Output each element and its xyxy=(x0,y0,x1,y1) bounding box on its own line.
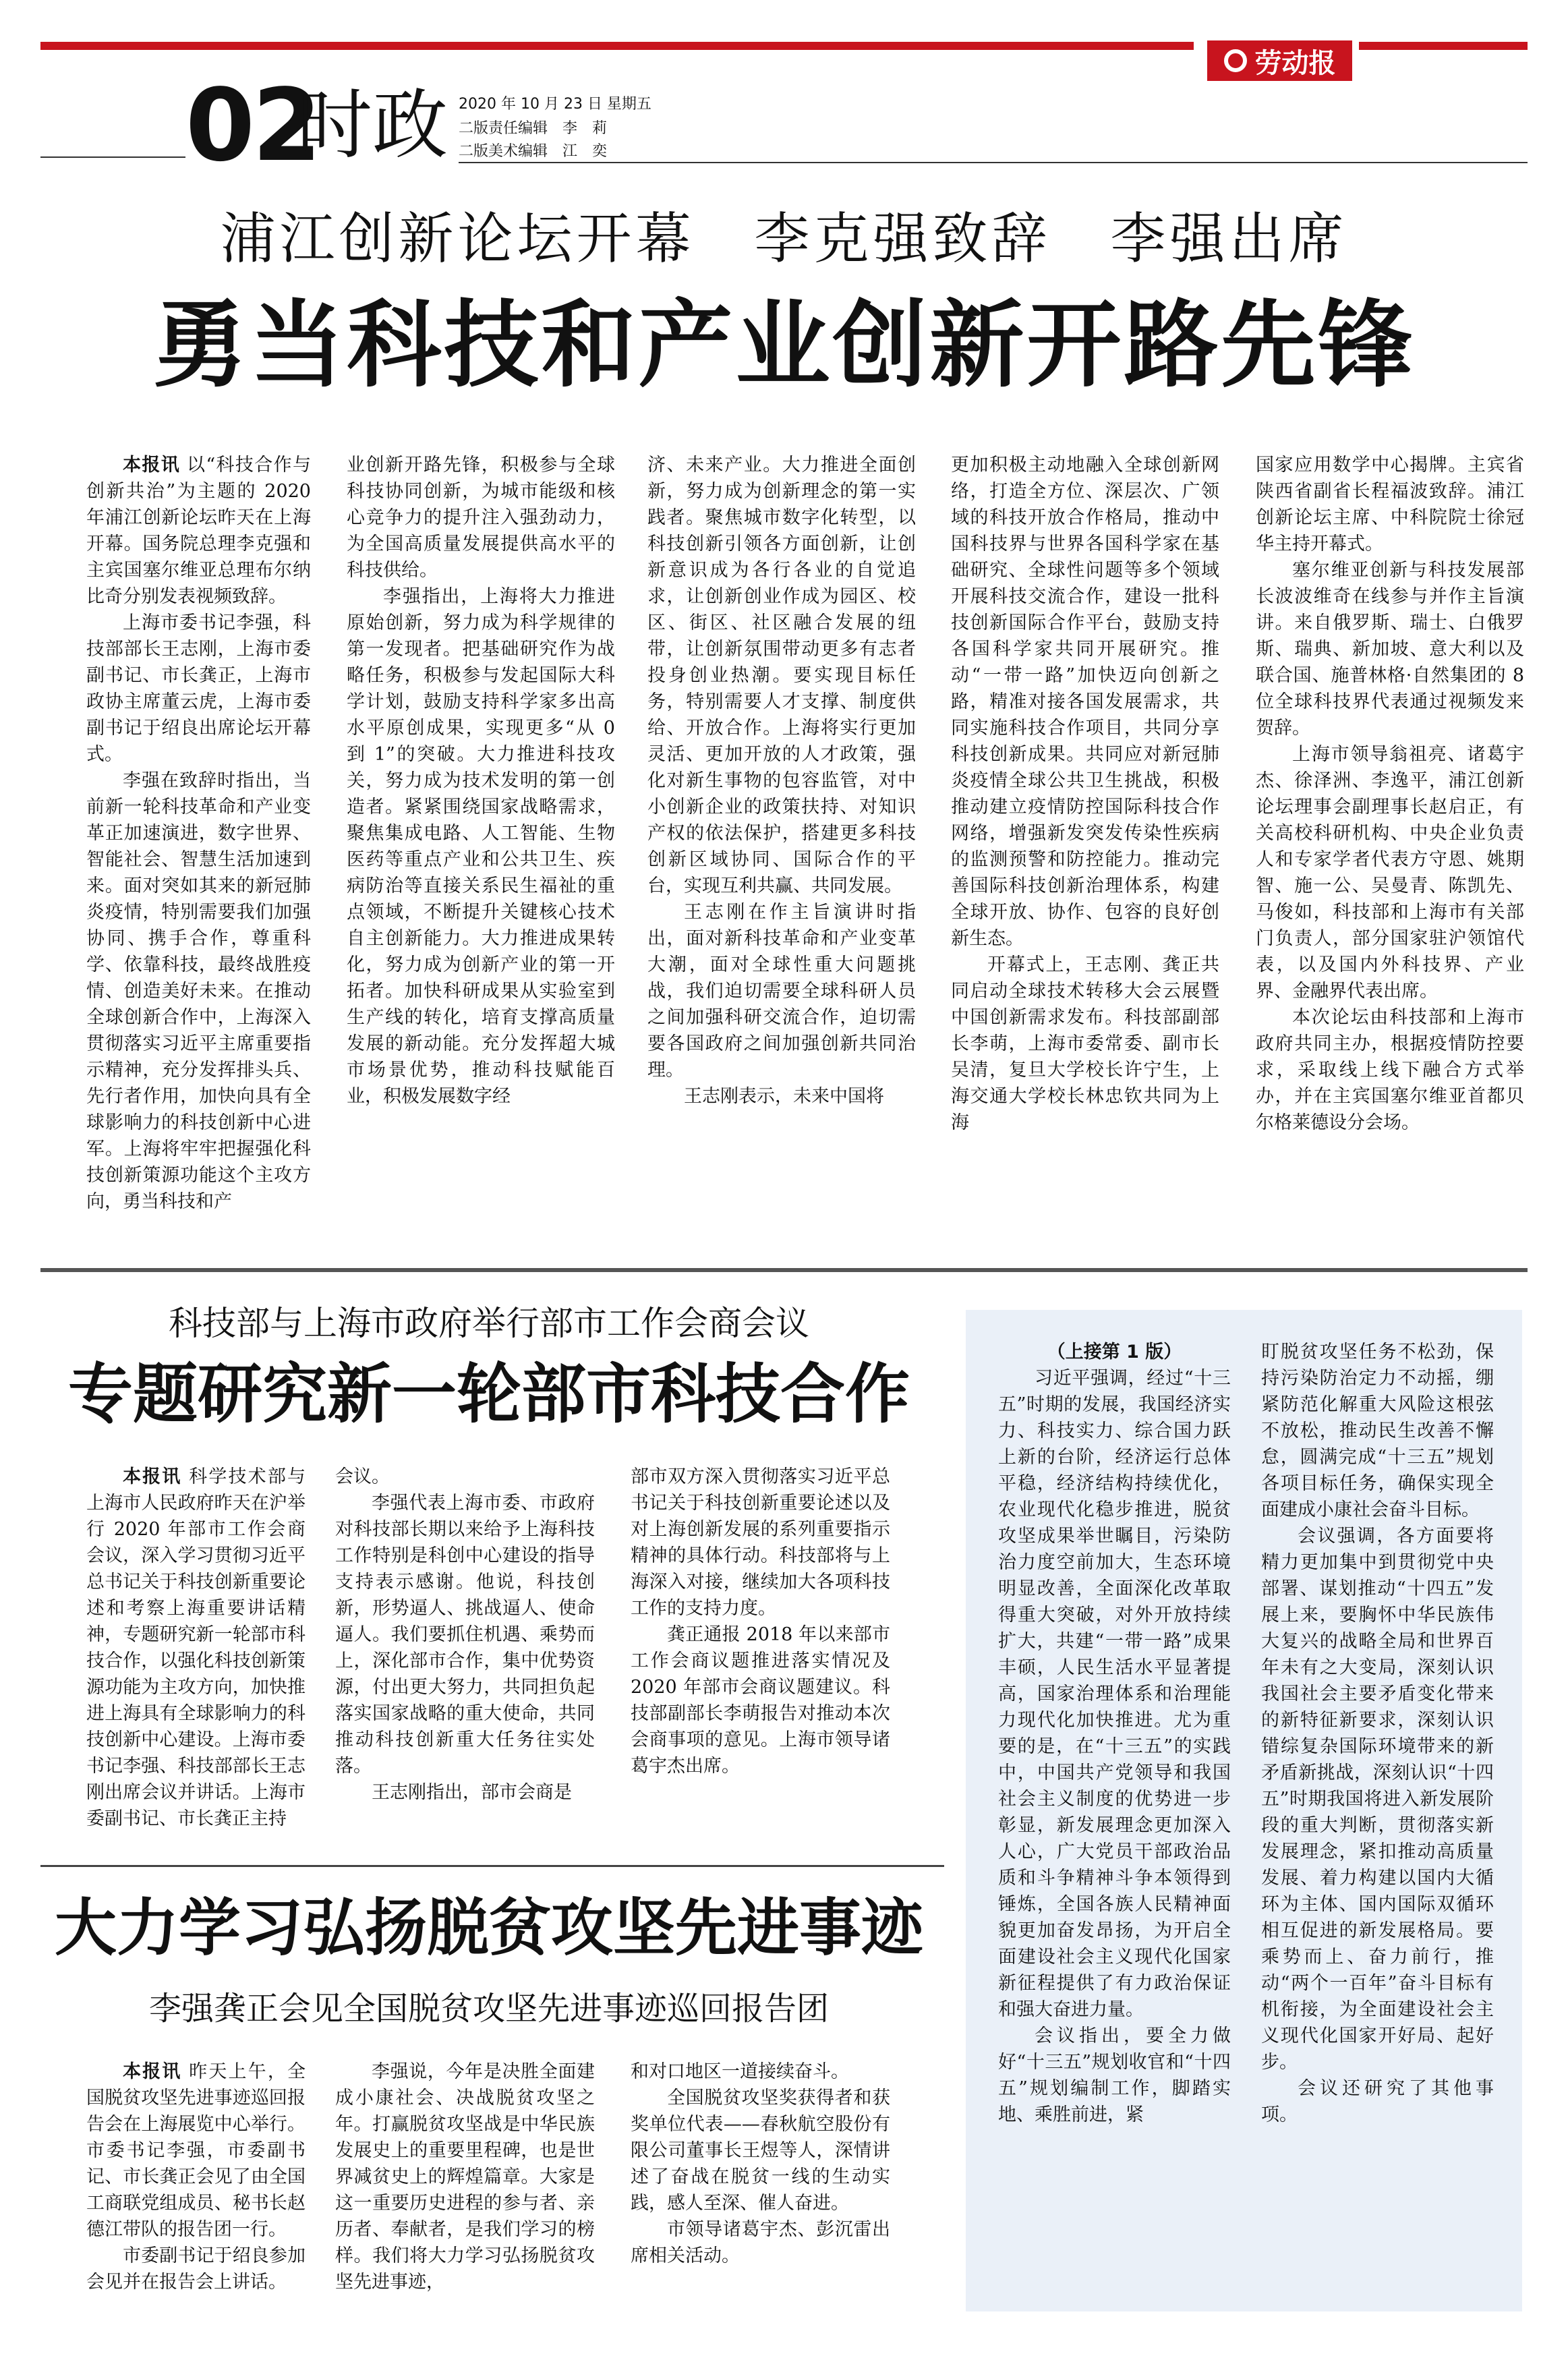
story3-kicker: 李强龚正会见全国脱贫攻坚先进事迹巡回报告团 xyxy=(148,1990,829,2028)
paragraph: 济、未来产业。大力推进全面创新，努力成为创新理念的第一实践者。聚焦城市数字化转型，以科技创新引领各方面创新，让创新意识成为各行各业的自觉追求，让创新创业作成为园区、校区、街区、社区融合发展的纽带，让创新氛围带动更多有志者投身创业热潮。要实现目标任务，特别需要人才支撑、制度供给、开放合作。上海将实行更加灵活、更加开放的人才政策，强化对新生事物的包容监管，对中小创新企业的政策扶持、对知识产权的依法保护，搭建更多科技创新区域协同、国际合作的平台，实现互利共赢、共同发展。 xyxy=(647,455,916,896)
logo-mark-icon xyxy=(1224,49,1247,72)
paragraph: 李强在致辞时指出，当前新一轮科技革命和产业变革正加速演进，数字世界、智能社会、智慧生活加速到来。面对突如其来的新冠肺炎疫情，特别需要我们加强协同、携手合作，尊重科学、依靠科技，最终战胜疫情、创造美好未来。在推动全球创新合作中，上海深入贯彻落实习近平主席重要指示精神，充分发挥排头兵、先行者作用，加快向具有全球影响力的科技创新中心进军。上海将牢牢把握强化科技创新策源功能这个主攻方向，勇当科技和产 xyxy=(86,770,311,1212)
paragraph: 部市双方深入贯彻落实习近平总书记关于科技创新重要论述以及对上海创新发展的系列重要指示精神的具体行动。科技部将与上海深入对接，继续加大各项科技工作的支持力度。 xyxy=(631,1466,890,1619)
story-divider xyxy=(40,1865,944,1867)
story2-column-3 xyxy=(631,1464,890,1841)
paragraph: 国家应用数学中心揭牌。主宾省陕西省副省长程福波致辞。浦江创新论坛主席、中科院院士徐冠华主持开幕式。 xyxy=(1256,455,1524,554)
byline-lead: 本报讯 xyxy=(123,455,181,476)
paragraph: 市领导诸葛宇杰、彭沉雷出席相关活动。 xyxy=(631,2219,890,2266)
paragraph: 本次论坛由科技部和上海市政府共同主办，根据疫情防控要求，采取线上线下融合方式举办，并在主宾国塞尔维亚首都贝尔格莱德设分会场。 xyxy=(1256,1007,1524,1133)
continued-column-2 xyxy=(1261,1339,1494,2303)
paragraph: 上海市委书记李强，科技部部长王志刚，上海市委副书记、市长龚正，上海市政协主席董云虎，上海市委副书记于绍良出席论坛开幕式。 xyxy=(86,612,311,765)
byline-lead: 本报讯 xyxy=(123,2061,182,2082)
story1-headline: 勇当科技和产业创新开路先锋 xyxy=(152,290,1416,401)
story2-column-2 xyxy=(335,1464,595,1841)
issue-date: 2020 年 10 月 23 日 星期五 xyxy=(459,96,651,113)
paragraph: 上海市领导翁祖亮、诸葛宇杰、徐泽洲、李逸平，浦江创新论坛理事会副理事长赵启正，有关高校科研机构、中央企业负责人和专家学者代表方守恩、姚期智、施一公、吴曼青、陈凯先、马俊如，科技部和上海市有关部门负责人，部分国家驻沪领馆代表，以及国内外科技界、产业界、金融界代表出席。 xyxy=(1256,744,1524,1002)
paragraph: 王志刚在作主旨演讲时指出，面对新科技革命和产业变革大潮，面对全球性重大问题挑战，我们迫切需要全球科研人员之间加强科研交流合作，迫切需要各国政府之间加强创新共同治理。 xyxy=(647,902,916,1081)
story1-column-4 xyxy=(951,452,1219,1255)
story1-column-1 xyxy=(86,452,311,1255)
paragraph: 王志刚指出，部市会商是 xyxy=(372,1782,572,1803)
paragraph: 以“科技合作与创新共治”为主题的 2020 年浦江创新论坛昨天在上海开幕。国务院总理李克强和主宾国塞尔维亚总理布尔纳比奇分别发表视频致辞。 xyxy=(86,455,311,607)
paragraph: 市委副书记于绍良参加会见并在报告会上讲话。 xyxy=(86,2245,306,2293)
art-editor: 二版美术编辑 江 奕 xyxy=(459,143,608,160)
paragraph: 更加积极主动地融入全球创新网络，打造全方位、深层次、广领域的科技开放合作格局，推动中国科技界与世界各国科学家在基础研究、全球性问题等多个领域开展科技交流合作，建设一批科技创新国际合作平台，鼓励支持各国科学家共同开展研究。推动“一带一路”加快迈向创新之路，精准对接各国发展需求，共同实施科技合作项目，共同分享科技创新成果。共同应对新冠肺炎疫情全球公共卫生挑战，积极推动建立疫情防控国际科技合作网络，增强新发突发传染性疾病的监测预警和防控能力。推动完善国际科技创新治理体系，构建全球开放、协作、包容的良好创新生态。 xyxy=(951,455,1219,949)
byline-lead: 本报讯 xyxy=(123,1466,182,1487)
story3-column-2 xyxy=(335,2059,595,2308)
story3-column-3 xyxy=(631,2059,890,2308)
paragraph: 会议强调，各方面要将精力更加集中到贯彻党中央部署、谋划推动“十四五”发展上来，要胸怀中华民族伟大复兴的战略全局和世界百年未有之大变局，深刻认识我国社会主要矛盾变化带来的新特征新要求，深刻认识错综复杂国际环境带来的新矛盾新挑战，深刻认识“十四五”时期我国将进入新发展阶段的重大判断，贯彻落实新发展理念，紧扣推动高质量发展、着力构建以国内大循环为主体、国内国际双循环相互促进的新发展格局。要乘势而上、奋力前行，推动“两个一百年”奋斗目标有机衔接，为全面建设社会主义现代化国家开好局、起好步。 xyxy=(1261,1526,1494,2073)
paragraph: 昨天上午，全国脱贫攻坚先进事迹巡回报告会在上海展览中心举行。市委书记李强，市委副书记、市长龚正会见了由全国工商联党组成员、秘书长赵德江带队的报告团一行。 xyxy=(86,2061,306,2240)
section-title: 时政 xyxy=(297,82,448,169)
page-number: 02 xyxy=(185,67,319,183)
story3-headline: 大力学习弘扬脱贫攻坚先进事迹 xyxy=(54,1891,923,1964)
paragraph: 龚正通报 2018 年以来部市工作会商议题推进落实情况及 2020 年部市会商议题建议。科技部副部长李萌报告对推动本次会商事项的意见。上海市领导诸葛宇杰出席。 xyxy=(631,1624,890,1777)
story3-column-1 xyxy=(86,2059,306,2308)
paragraph: 会议还研究了其他事项。 xyxy=(1261,2078,1494,2125)
story-divider xyxy=(40,1268,1528,1272)
top-red-rule-left xyxy=(40,42,1194,50)
paragraph: 李强代表上海市委、市政府对科技部长期以来给予上海科技工作特别是科创中心建设的指导支持表示感谢。他说，科技创新，形势逼人、挑战逼人、使命逼人。我们要抓住机遇、乘势而上，深化部市合作，集中优势资源，付出更大努力，共同担负起落实国家战略的重大使命，共同推动科技创新重大任务往实处落。 xyxy=(335,1493,595,1777)
paragraph: 会议指出，要全力做好“十三五”规划收官和“十四五”规划编制工作，脚踏实地、乘胜前进，紧 xyxy=(998,2025,1231,2125)
responsible-editor: 二版责任编辑 李 莉 xyxy=(459,120,608,137)
paragraph: 业创新开路先锋，积极参与全球科技协同创新，为城市能级和核心竞争力的提升注入强劲动力，为全国高质量发展提供高水平的科技供给。 xyxy=(347,455,615,581)
story1-kicker: 浦江创新论坛开幕 李克强致辞 李强出席 xyxy=(220,207,1348,271)
newspaper-logo xyxy=(1207,40,1352,81)
story1-column-5 xyxy=(1256,452,1524,1255)
masthead-thin-rule-right xyxy=(459,162,1528,163)
paragraph: 全国脱贫攻坚奖获得者和获奖单位代表——春秋航空股份有限公司董事长王煜等人，深情讲述了奋战在脱贫一线的生动实践，感人至深、催人奋进。 xyxy=(631,2088,890,2214)
paragraph: 会议。 xyxy=(335,1466,390,1487)
paragraph: 习近平强调，经过“十三五”时期的发展，我国经济实力、科技实力、综合国力跃上新的台阶，经济运行总体平稳，经济结构持续优化，农业现代化稳步推进，脱贫攻坚成果举世瞩目，污染防治力度空前加大，生态环境明显改善，全面深化改革取得重大突破，对外开放持续扩大，共建“一带一路”成果丰硕，人民生活水平显著提高，国家治理体系和治理能力现代化加快推进。尤为重要的是，在“十三五”的实践中，中国共产党领导和我国社会主义制度的优势进一步彰显，新发展理念更加深入人心，广大党员干部政治品质和斗争精神斗争本领得到锤炼，全国各族人民精神面貌更加奋发昂扬，为开启全面建设社会主义现代化国家新征程提供了有力政治保证和强大奋进力量。 xyxy=(998,1368,1231,2020)
logo-text: 劳动报 xyxy=(1254,47,1336,79)
story1-column-3 xyxy=(647,452,916,1255)
paragraph: 李强指出，上海将大力推进原始创新，努力成为科学规律的第一发现者。把基础研究作为战略任务，积极参与发起国际大科学计划，鼓励支持科学家多出高水平原创成果，实现更多“从 0 到 1”的突破。大力推进科技攻关，努力成为技术发明的第一创造者。紧紧围绕国家战略需求，聚焦集成电路、人工智能、生物医药等重点产业和公共卫生、疾病防治等直接关系民生福祉的重点领域，不断提升关键核心技术自主创新能力。大力推进成果转化，努力成为创新产业的第一开拓者。加快科研成果从实验室到生产线的转化，培育支撑高质量发展的新动能。充分发挥超大城市场景优势，推动科技赋能百业，积极发展数字经 xyxy=(347,586,615,1107)
paragraph: 塞尔维亚创新与科技发展部长波波维奇在线参与并作主旨演讲。来自俄罗斯、瑞士、白俄罗斯、瑞典、新加坡、意大利以及联合国、施普林格·自然集团的 8 位全球科技界代表通过视频发来贺辞。 xyxy=(1256,560,1524,739)
story1-column-2 xyxy=(347,452,615,1255)
top-red-rule-right xyxy=(1359,42,1528,50)
story2-column-1 xyxy=(86,1464,306,1841)
story2-headline: 专题研究新一轮部市科技合作 xyxy=(68,1356,910,1432)
paragraph: 盯脱贫攻坚任务不松劲，保持污染防治定力不动摇，绷紧防范化解重大风险这根弦不放松，推动民生改善不懈怠，圆满完成“十三五”规划各项目标任务，确保实现全面建成小康社会奋斗目标。 xyxy=(1261,1342,1494,1520)
paragraph: 李强说，今年是决胜全面建成小康社会、决战脱贫攻坚之年。打赢脱贫攻坚战是中华民族发展史上的重要里程碑，也是世界减贫史上的辉煌篇章。大家是这一重要历史进程的参与者、亲历者、奉献者，是我们学习的榜样。我们将大力学习弘扬脱贫攻坚先进事迹， xyxy=(335,2061,595,2293)
masthead-thin-rule-left xyxy=(40,156,185,158)
paragraph: 和对口地区一道接续奋斗。 xyxy=(631,2061,849,2082)
jump-label: （上接第 1 版） xyxy=(1047,1342,1182,1362)
story2-kicker: 科技部与上海市政府举行部市工作会商会议 xyxy=(169,1304,809,1343)
paragraph: 王志刚表示，未来中国将 xyxy=(684,1086,884,1107)
paragraph: 科学技术部与上海市人民政府昨天在沪举行 2020 年部市工作会商会议，深入学习贯彻习近平总书记关于科技创新重要论述和考察上海重要讲话精神，专题研究新一轮部市科技合作，以强化科技创新策源功能为主攻方向，加快推进上海具有全球影响力的科技创新中心建设。上海市委书记李强、科技部部长王志刚出席会议并讲话。上海市委副书记、市长龚正主持 xyxy=(86,1466,306,1829)
paragraph: 开幕式上，王志刚、龚正共同启动全球技术转移大会云展暨中国创新需求发布。科技部副部长李萌，上海市委常委、副市长吴清，复旦大学校长许宁生，上海交通大学校长林忠钦共同为上海 xyxy=(951,954,1219,1133)
continued-column-1 xyxy=(998,1339,1231,2303)
